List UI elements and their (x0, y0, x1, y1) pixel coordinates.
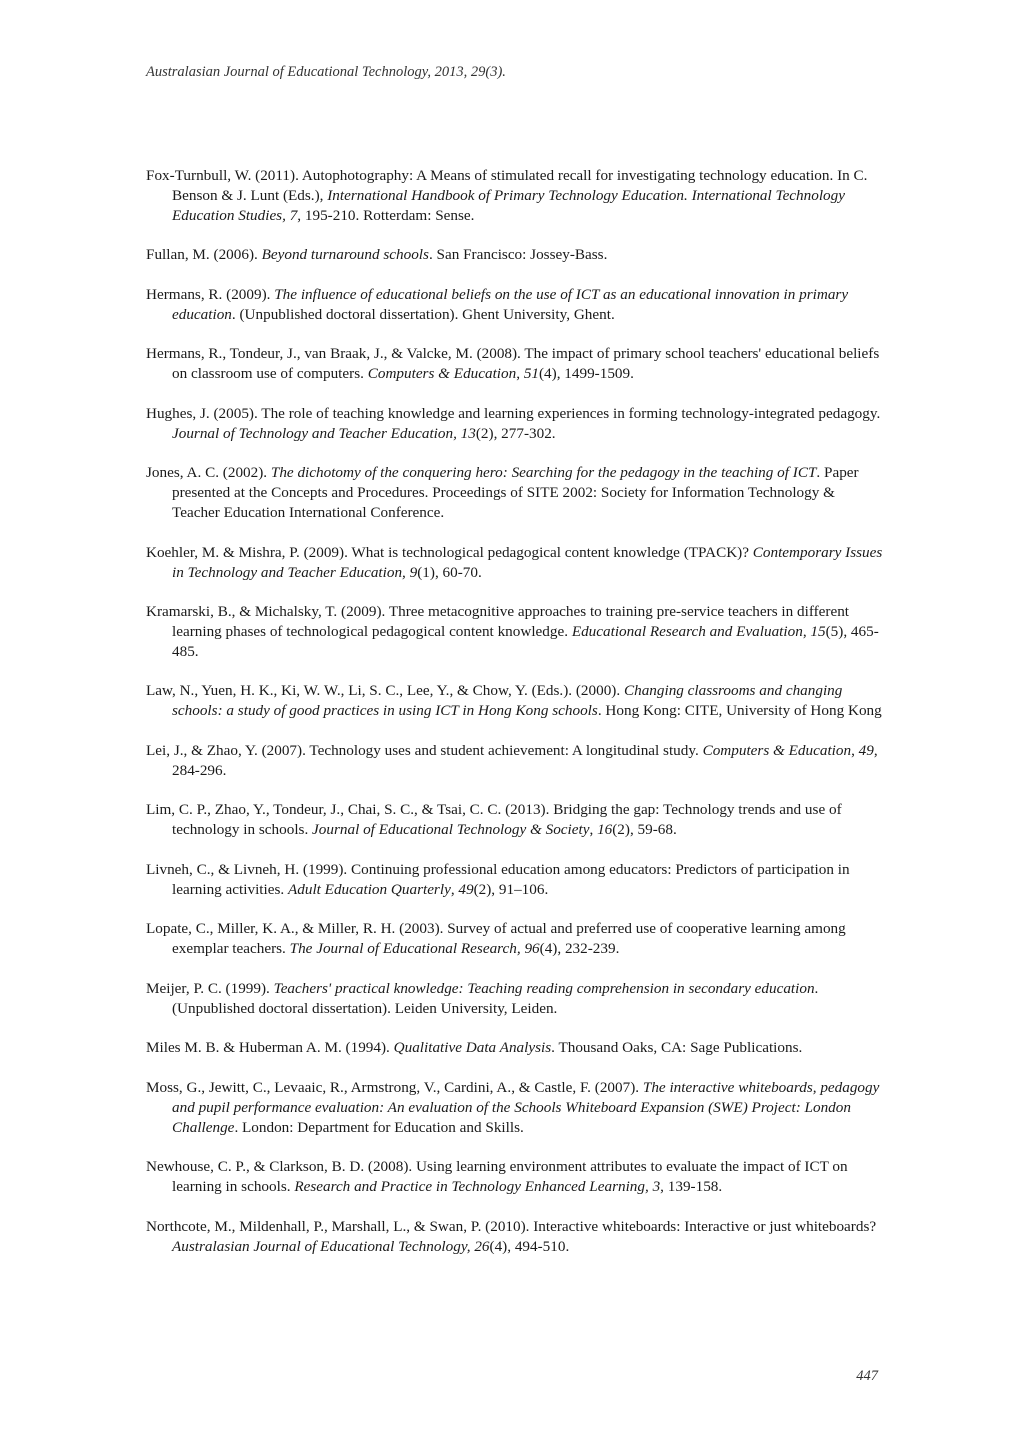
reference-text: Hermans, R. (2009). (146, 285, 275, 303)
reference-italic-text: Research and Practice in Technology Enhanced Learning, 3 (294, 1178, 661, 1196)
reference-text: (1), 60-70. (417, 563, 482, 581)
reference-entry (146, 741, 884, 781)
reference-text: (4), 232-239. (539, 940, 620, 958)
reference-text: Koehler, M. & Mishra, P. (2009). What is technological pedagogical content knowledge (TPACK)? (146, 543, 753, 561)
reference-text: . Paper presented at the Concepts and Procedures. Proceedings of SITE 2002: Society for Information Technology & Teacher Education International Conference. (172, 464, 859, 522)
reference-text: . (Unpublished doctoral dissertation). Leiden University, Leiden. (172, 979, 819, 1017)
reference-italic-text: 49 (458, 880, 474, 898)
reference-text: (2), 59-68. (612, 821, 677, 839)
reference-italic-text: Qualitative Data Analysis (393, 1039, 552, 1057)
reference-text: Kramarski, B., & Michalsky, T. (2009). Three metacognitive approaches to training pre-service teachers in different learning phases of technological pedagogical content knowledge. (146, 603, 850, 640)
reference-text: (2), 277-302. (475, 424, 556, 442)
reference-text: , 139-158. (660, 1178, 723, 1196)
reference-entry (146, 1157, 884, 1197)
page-number: 447 (856, 1368, 878, 1384)
reference-text: (4), 1499-1509. (539, 365, 634, 383)
reference-list (146, 166, 884, 1276)
reference-italic-text: Contemporary Issues in Technology and Teacher Education, 9 (172, 543, 883, 581)
reference-entry (146, 681, 884, 721)
reference-text: , (851, 741, 859, 759)
reference-text: , (802, 622, 811, 640)
reference-entry (146, 463, 884, 522)
reference-text: , 284-296. (172, 741, 878, 779)
reference-text: . Thousand Oaks, CA: Sage Publications. (551, 1039, 803, 1057)
reference-italic-text: Australasian Journal of Educational Technology, 26 (172, 1237, 490, 1255)
reference-text: Northcote, M., Mildenhall, P., Marshall, L., & Swan, P. (2010). Interactive whiteboards: Interactive or just whiteboards? (146, 1217, 877, 1235)
reference-italic-text: 49 (858, 741, 874, 759)
reference-text: . (Unpublished doctoral dissertation). Ghent University, Ghent. (231, 305, 615, 323)
reference-text: Miles M. B. & Huberman A. M. (1994). (146, 1039, 394, 1057)
reference-text: , (450, 880, 459, 898)
reference-italic-text: Journal of Educational Technology & Society (312, 821, 590, 839)
reference-italic-text: The influence of educational beliefs on the use of ICT as an educational innovation in primary education (172, 285, 849, 323)
reference-entry (146, 285, 884, 325)
reference-text: Fullan, M. (2006). (146, 246, 262, 264)
reference-text: Fox-Turnbull, W. (2011). Autophotography: A Means of stimulated recall for investigating technology education. In C. Benson & J. Lunt (Eds.), (146, 167, 868, 204)
reference-italic-text: Changing classrooms and changing schools: a study of good practices in using ICT in Hong Kong schools (172, 682, 843, 720)
reference-entry (146, 800, 884, 840)
reference-entry (146, 602, 884, 661)
reference-text: Lei, J., & Zhao, Y. (2007). Technology uses and student achievement: A longitudinal study. (146, 741, 703, 759)
reference-italic-text: International Handbook of Primary Technology Education. International Technology Education Studies, 7 (172, 186, 845, 224)
reference-italic-text: Beyond turnaround schools (261, 246, 429, 264)
reference-entry (146, 344, 884, 384)
reference-text: Meijer, P. C. (1999). (146, 979, 274, 997)
reference-italic-text: The interactive whiteboards, pedagogy and pupil performance evaluation: An evaluation of the Schools Whiteboard Expansion (SWE) Project: London Challenge (172, 1079, 880, 1136)
reference-entry (146, 1038, 884, 1058)
reference-text: Newhouse, C. P., & Clarkson, B. D. (2008). Using learning environment attributes to evaluate the impact of ICT on learning in schools. (146, 1158, 848, 1196)
running-header: Australasian Journal of Educational Technology, 2013, 29(3). (146, 64, 506, 80)
reference-italic-text: 16 (597, 821, 613, 839)
reference-text: , (589, 821, 598, 839)
reference-text: Lim, C. P., Zhao, Y., Tondeur, J., Chai, S. C., & Tsai, C. C. (2013). Bridging the gap: Technology trends and use of technology in schools. (146, 801, 842, 839)
reference-italic-text: Computers & Education (367, 365, 517, 383)
reference-text: (4), 494-510. (489, 1237, 570, 1255)
reference-entry (146, 1217, 884, 1257)
reference-text: Hermans, R., Tondeur, J., van Braak, J., & Valcke, M. (2008). The impact of primary school teachers' educational beliefs on classroom use of computers. (146, 345, 880, 383)
reference-italic-text: The dichotomy of the conquering hero: Searching for the pedagogy in the teaching of ICT (270, 464, 817, 482)
reference-text: , (516, 365, 524, 383)
reference-text: Law, N., Yuen, H. K., Ki, W. W., Li, S. C., Lee, Y., & Chow, Y. (Eds.). (2000). (146, 682, 624, 700)
reference-entry (146, 543, 884, 583)
reference-italic-text: Educational Research and Evaluation (571, 622, 803, 640)
reference-entry (146, 919, 884, 959)
reference-text: . London: Department for Education and Skills. (234, 1118, 524, 1136)
reference-italic-text: Journal of Technology and Teacher Education, 13 (172, 424, 476, 442)
reference-text: (2), 91–106. (473, 880, 549, 898)
reference-italic-text: 51 (523, 365, 539, 383)
reference-entry (146, 245, 884, 265)
reference-text: Moss, G., Jewitt, C., Levaaic, R., Armstrong, V., Cardini, A., & Castle, F. (2007). (146, 1079, 643, 1097)
reference-text: . Hong Kong: CITE, University of Hong Kong (597, 702, 882, 720)
reference-text: , 195-210. Rotterdam: Sense. (297, 206, 475, 224)
reference-italic-text: Adult Education Quarterly (287, 880, 451, 898)
reference-entry (146, 166, 884, 225)
reference-entry (146, 1078, 884, 1137)
reference-italic-text: Computers & Education (702, 741, 852, 759)
reference-text: . San Francisco: Jossey-Bass. (428, 246, 608, 264)
reference-entry (146, 979, 884, 1019)
reference-entry (146, 860, 884, 900)
reference-text: Jones, A. C. (2002). (146, 464, 271, 482)
reference-entry (146, 404, 884, 444)
reference-text: Hughes, J. (2005). The role of teaching knowledge and learning experiences in forming technology-integrated pedagogy. (146, 404, 881, 422)
reference-text: Livneh, C., & Livneh, H. (1999). Continuing professional education among educators: Predictors of participation in learning activities. (146, 860, 850, 898)
reference-italic-text: 15 (810, 622, 826, 640)
reference-text: Lopate, C., Miller, K. A., & Miller, R. H. (2003). Survey of actual and preferred use of cooperative learning among exemplar teachers. (146, 920, 846, 958)
reference-italic-text: The Journal of Educational Research, 96 (289, 940, 540, 958)
reference-italic-text: Teachers' practical knowledge: Teaching reading comprehension in secondary education (273, 979, 815, 997)
reference-text: (5), 465-485. (172, 622, 879, 660)
